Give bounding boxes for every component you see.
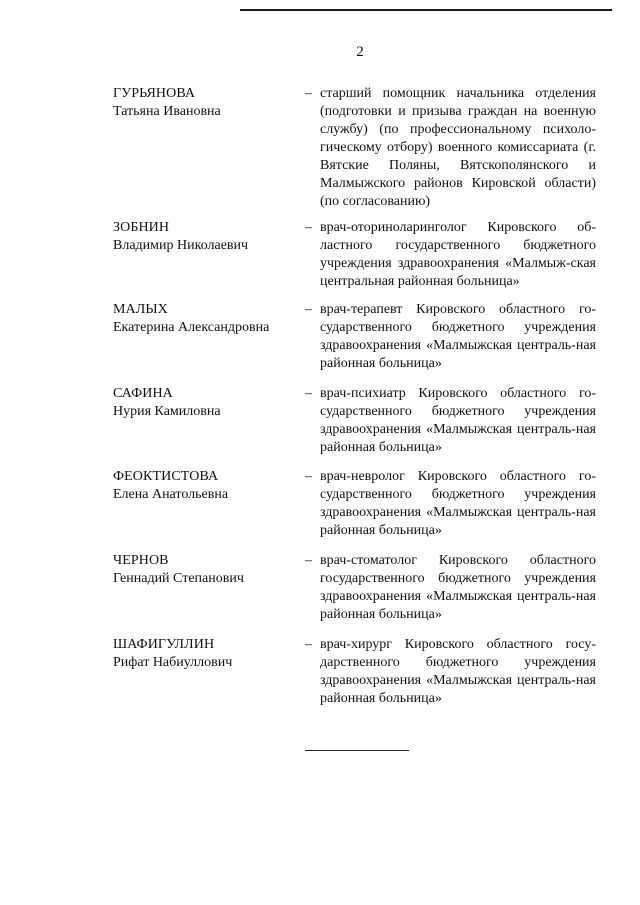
- member-name: [113, 636, 293, 672]
- member-name: [113, 301, 293, 337]
- member-name: [113, 552, 293, 588]
- member-given-name: Екатерина Александровна: [113, 320, 270, 335]
- page-number: 2: [356, 44, 364, 60]
- member-role: врач-психиатр Кировского областного го-сударственного бюджетного учреждения здравоохранения «Малмыжская централь-ная районная больница»: [320, 386, 596, 455]
- top-rule: [240, 9, 612, 11]
- member-role: врач-стоматолог Кировского областного государственного бюджетного учреждения здравоохранения «Малмыжская централь-ная районная больница»: [320, 553, 596, 622]
- member-name: [113, 219, 293, 255]
- member-role: старший помощник начальника отделения (подготовки и призыва граждан на военную службу) (по профессиональному психоло-гическому отбору) военного комиссариата (г. Вятские Поляны, Вятскополянского и Малмыжского районов Кировской области) (по согласованию): [320, 86, 596, 209]
- member-dash: –: [305, 302, 312, 317]
- member-dash: –: [305, 553, 312, 568]
- member-surname: ШАФИГУЛЛИН: [113, 637, 215, 652]
- member-surname: МАЛЫХ: [113, 302, 168, 317]
- member-given-name: Елена Анатольевна: [113, 487, 229, 502]
- member-surname: ГУРЬЯНОВА: [113, 86, 196, 101]
- member-dash: –: [305, 637, 312, 652]
- member-name: [113, 385, 293, 421]
- member-name: [113, 468, 293, 504]
- member-given-name: Геннадий Степанович: [113, 571, 244, 586]
- member-surname: САФИНА: [113, 386, 173, 401]
- member-role: врач-оториноларинголог Кировского об-ластного государственного бюджетного учреждения здравоохранения «Малмыж-ская центральная районная больница»: [320, 220, 596, 289]
- member-given-name: Владимир Николаевич: [113, 238, 249, 253]
- member-surname: ЗОБНИН: [113, 220, 170, 235]
- member-dash: –: [305, 386, 312, 401]
- member-dash: –: [305, 220, 312, 235]
- member-dash: –: [305, 469, 312, 484]
- member-surname: ФЕОКТИСТОВА: [113, 469, 219, 484]
- member-role: врач-невролог Кировского областного го-сударственного бюджетного учреждения здравоохранения «Малмыжская централь-ная районная больница»: [320, 469, 596, 538]
- closing-rule: [305, 750, 409, 751]
- member-role: врач-терапевт Кировского областного го-сударственного бюджетного учреждения здравоохранения «Малмыжская централь-ная районная больница»: [320, 302, 596, 371]
- member-given-name: Нурия Камиловна: [113, 404, 221, 419]
- member-role: врач-хирург Кировского областного госу-дарственного бюджетного учреждения здравоохранения «Малмыжская централь-ная районная больница»: [320, 637, 596, 706]
- member-name: [113, 85, 293, 121]
- member-surname: ЧЕРНОВ: [113, 553, 169, 568]
- member-given-name: Рифат Набиуллович: [113, 655, 233, 670]
- member-dash: –: [305, 86, 312, 101]
- member-given-name: Татьяна Ивановна: [113, 104, 221, 119]
